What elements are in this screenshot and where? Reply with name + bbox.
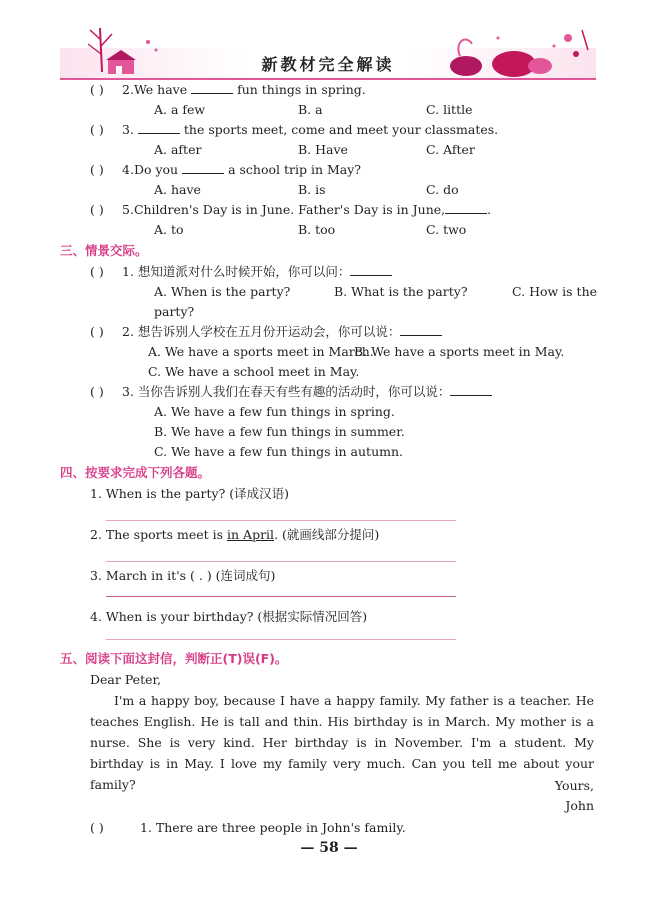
reading-question-1 [60, 818, 596, 838]
mc-options-3 [60, 140, 596, 160]
option-a: A. We have a few fun things in spring. [154, 404, 395, 419]
letter-signature [60, 796, 596, 816]
situation-options-1 [60, 282, 596, 302]
answer-bracket[interactable]: ( ) [90, 202, 104, 217]
flower-decoration-icon [436, 20, 596, 80]
question-text: Do you [133, 162, 179, 177]
situation-options-2 [60, 342, 596, 362]
situation-option-3c [60, 442, 596, 462]
letter-paragraph: I'm a happy boy, because I have a happy family. My father is a teacher. He teaches English. He is tall and thin. His birthday is in March. My mother is a nurse. She is very kind. Her birthday is in November. I'm a student. My birthday is in May. I love my family very much. Can you tell me about your family? [90, 693, 594, 792]
answer-line[interactable] [106, 639, 456, 640]
option-b: B. is [298, 182, 326, 197]
option-a: A. have [154, 182, 201, 197]
page-number: — 58 — [300, 840, 358, 856]
option-c: C. two [426, 222, 467, 237]
option-a: A. When is the party? [154, 284, 291, 299]
fill-blank[interactable] [182, 161, 224, 174]
underlined-phrase: in April [227, 527, 275, 542]
answer-bracket[interactable]: ( ) [90, 264, 104, 279]
fill-blank[interactable] [450, 383, 492, 396]
situation-question-2 [60, 322, 596, 342]
answer-bracket[interactable]: ( ) [90, 820, 104, 835]
question-text: Children's Day is in June. Father's Day is in June, [133, 202, 446, 217]
question-text: 1. There are three people in John's family. [140, 820, 406, 835]
task-1 [60, 484, 596, 525]
question-text: 3. 当你告诉别人我们在春天有些有趣的活动时，你可以说： [122, 384, 451, 399]
fill-blank[interactable] [350, 263, 392, 276]
mc-question-3 [60, 120, 596, 140]
question-number: 5. [122, 202, 134, 217]
greeting-text: Dear Peter, [90, 672, 162, 687]
option-c: C. little [426, 102, 473, 117]
answer-bracket[interactable]: ( ) [90, 324, 104, 339]
section-3-title: 三、情景交际。 [60, 243, 148, 258]
option-b: B. too [298, 222, 336, 237]
answer-bracket[interactable]: ( ) [90, 162, 104, 177]
signature-text: John [565, 798, 594, 813]
option-c: C. do [426, 182, 459, 197]
letter-greeting [60, 670, 596, 690]
answer-line[interactable] [106, 596, 456, 597]
question-text: We have [133, 82, 188, 97]
header-title: 新教材完全解读 [261, 55, 395, 74]
section-5-title: 五、阅读下面这封信，判断正(T)误(F)。 [60, 651, 288, 666]
option-c-continued: party? [154, 304, 195, 319]
fill-blank[interactable] [445, 201, 487, 214]
answer-bracket[interactable]: ( ) [90, 122, 104, 137]
question-number: 2. [122, 82, 134, 97]
closing-text: Yours, [554, 778, 594, 793]
task-text: 3. March in it's ( . ) (连词成句) [90, 568, 276, 583]
situation-question-1 [60, 262, 596, 282]
question-number: 3. [122, 122, 134, 137]
situation-options-2-c [60, 362, 596, 382]
option-a: A. to [154, 222, 184, 237]
mc-question-2 [60, 80, 596, 100]
letter-closing [60, 776, 596, 796]
option-b: B. a [298, 102, 323, 117]
option-a: A. a few [154, 102, 206, 117]
option-b: B. We have a few fun things in summer. [154, 424, 405, 439]
worksheet-content [60, 80, 596, 838]
answer-line[interactable] [106, 520, 456, 521]
task-text: 4. When is your birthday? (根据实际情况回答) [90, 609, 368, 624]
question-number: 4. [122, 162, 134, 177]
fill-blank[interactable] [400, 323, 442, 336]
question-text: 1. 想知道派对什么时候开始，你可以问： [122, 264, 351, 279]
option-b: B. Have [298, 142, 348, 157]
option-c: C. After [426, 142, 475, 157]
situation-option-3a [60, 402, 596, 422]
question-text: a school trip in May? [228, 162, 362, 177]
option-a: A. after [154, 142, 202, 157]
page-header [60, 20, 596, 80]
answer-bracket[interactable]: ( ) [90, 82, 104, 97]
option-c: C. How is the [512, 284, 598, 299]
option-c: C. We have a few fun things in autumn. [154, 444, 404, 459]
situation-options-1-cont [60, 302, 596, 322]
option-a: A. We have a sports meet in March. [148, 344, 374, 359]
situation-question-3 [60, 382, 596, 402]
task-3 [60, 566, 596, 607]
task-2 [60, 525, 596, 566]
mc-options-4 [60, 180, 596, 200]
task-text: . (就画线部分提问) [274, 527, 380, 542]
situation-option-3b [60, 422, 596, 442]
mc-options-5 [60, 220, 596, 240]
task-4 [60, 607, 596, 648]
option-b: B. We have a sports meet in May. [354, 344, 565, 359]
section-4-title: 四、按要求完成下列各题。 [60, 465, 211, 480]
task-text: 1. When is the party? (译成汉语) [90, 486, 289, 501]
mc-options-2 [60, 100, 596, 120]
mc-question-4 [60, 160, 596, 180]
fill-blank[interactable] [138, 121, 180, 134]
question-text: the sports meet, come and meet your classmates. [183, 122, 499, 137]
fill-blank[interactable] [191, 81, 233, 94]
question-text: fun things in spring. [237, 82, 366, 97]
option-b: B. What is the party? [334, 284, 468, 299]
question-text: 2. 想告诉别人学校在五月份开运动会，你可以说： [122, 324, 401, 339]
answer-bracket[interactable]: ( ) [90, 384, 104, 399]
option-c: C. We have a school meet in May. [148, 364, 360, 379]
mc-question-5 [60, 200, 596, 220]
task-text: 2. The sports meet is [90, 527, 228, 542]
question-text: . [487, 202, 492, 217]
answer-line[interactable] [106, 561, 456, 562]
